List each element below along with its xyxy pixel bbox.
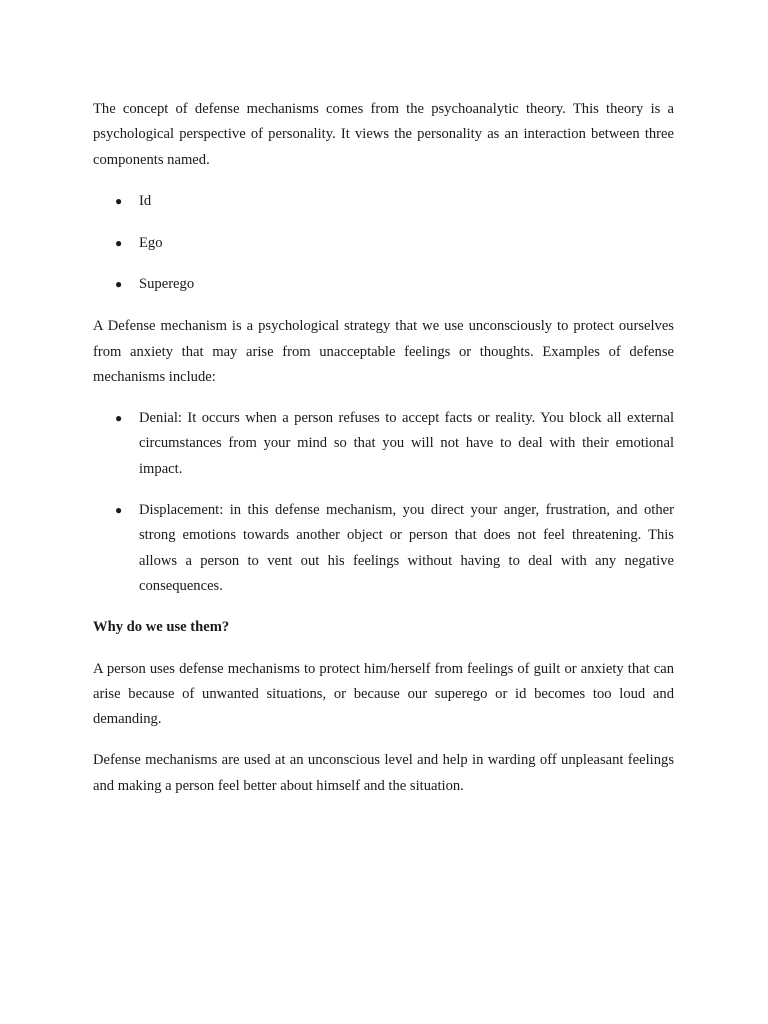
intro-paragraph: The concept of defense mechanisms comes from the psychoanalytic theory. This theory is a psychological perspective of personality. It views the personality as an interaction between three components named.	[93, 101, 674, 168]
bullet-icon: ●	[115, 235, 123, 250]
list-item-label: Id	[139, 192, 152, 209]
components-list	[93, 189, 674, 298]
list-item-label: Superego	[139, 276, 195, 293]
list-item	[93, 272, 674, 297]
list-item-text: Displacement: in this defense mechanism, you direct your anger, frustration, and other strong emotions towards another object or person that does not feel threatening. This allows a person to vent out his feelings without having to deal with any negative consequences.	[139, 502, 674, 594]
body-paragraph-2: Defense mechanisms are used at an unconscious level and help in warding off unpleasant feelings and making a person feel better about himself and the situation.	[93, 752, 674, 794]
bullet-icon: ●	[115, 193, 123, 208]
bullet-icon: ●	[115, 277, 123, 292]
bullet-icon: ●	[115, 503, 123, 518]
list-item	[93, 406, 674, 482]
document-body	[93, 97, 674, 815]
list-item	[93, 189, 674, 214]
section-heading: Why do we use them?	[93, 619, 230, 636]
list-item-text: Denial: It occurs when a person refuses to accept facts or reality. You block all external circumstances from your mind so that you will not have to deal with their emotional impact.	[139, 410, 674, 477]
list-item	[93, 498, 674, 599]
definition-paragraph: A Defense mechanism is a psychological strategy that we use unconsciously to protect ourselves from anxiety that may arise from unacceptable feelings or thoughts. Examples of defense mechanisms include:	[93, 318, 674, 385]
bullet-icon: ●	[115, 411, 123, 426]
list-item	[93, 231, 674, 256]
body-paragraph-1: A person uses defense mechanisms to protect him/herself from feelings of guilt or anxiety that can arise because of unwanted situations, or because our superego or id becomes too loud and demanding.	[93, 660, 674, 728]
examples-list	[93, 406, 674, 599]
list-item-label: Ego	[139, 234, 163, 251]
